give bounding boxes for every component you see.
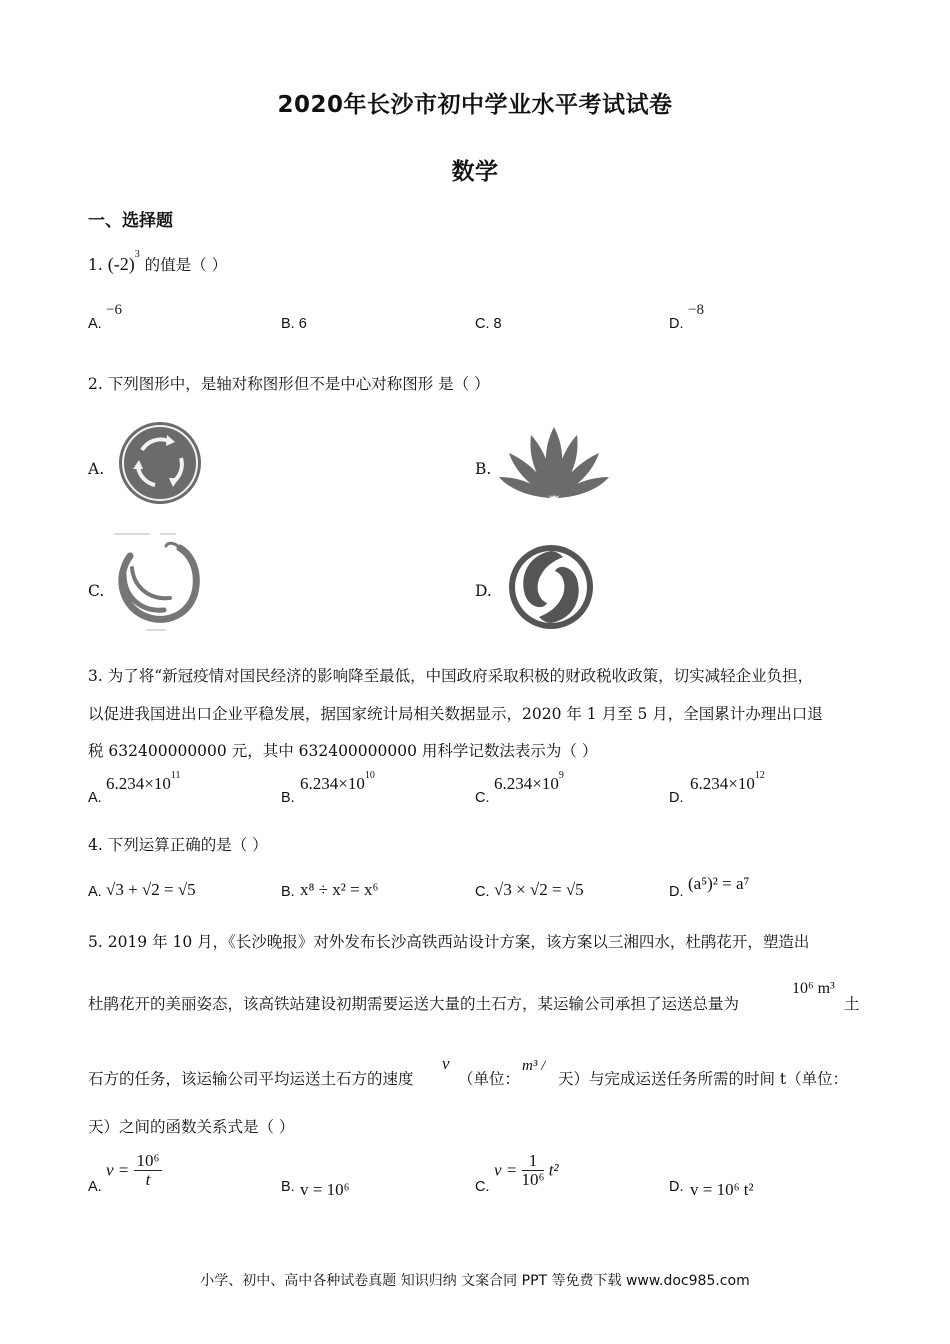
- option-value: 6: [298, 316, 307, 332]
- q5-option-d-value: v = 10⁶ t²: [690, 1180, 754, 1199]
- question-3-line-3: 税 632400000000 元，其中 632400000000 用科学记数法表示为（ ）: [88, 742, 598, 760]
- q3-option-c[interactable]: C.: [475, 790, 490, 806]
- q5-option-d[interactable]: D.: [669, 1179, 684, 1195]
- option-label: D.: [669, 316, 684, 332]
- question-number: 1.: [88, 256, 103, 274]
- q4-option-b-value: x⁸ ÷ x² = x⁶: [300, 880, 379, 899]
- exam-title: 2020年长沙市初中学业水平考试试卷: [277, 92, 673, 118]
- q5-option-a-value: v = $\frac{\text{10⁶}}{t}$: [106, 1152, 162, 1189]
- q1-option-c[interactable]: [475, 316, 502, 332]
- q4-option-c[interactable]: C.: [475, 884, 490, 900]
- q2-option-b[interactable]: B.: [475, 460, 492, 478]
- q1-option-d-value: −8: [688, 302, 704, 318]
- q3-option-a[interactable]: A.: [88, 790, 102, 806]
- question-1-text: 的值是（ ）: [144, 256, 228, 274]
- question-3-line-2: 以促进我国进出口企业平稳发展，据国家统计局相关数据显示，2020 年 1 月至 5 月，全国累计办理出口退: [88, 705, 823, 723]
- q5-option-b-value: v = 10⁶: [300, 1180, 350, 1199]
- question-5-unit-label: （单位：: [458, 1070, 521, 1088]
- q3-option-c-value: $6.234\times 10^9$: [494, 770, 564, 793]
- option-label: A.: [88, 316, 102, 332]
- question-5-line-1: 5. 2019 年 10 月，《长沙晚报》对外发布长沙高铁西站设计方案，该方案以三湘四水，杜鹃花开，塑造出: [88, 933, 810, 951]
- question-4-stem: 4. 下列运算正确的是（ ）: [88, 836, 268, 854]
- q5-option-c[interactable]: C.: [475, 1179, 490, 1195]
- question-1-exp: 3: [134, 249, 140, 260]
- option-value: 8: [493, 316, 502, 332]
- fan-petals-logo-icon: [497, 425, 611, 499]
- q1-option-a-value: −6: [106, 302, 122, 318]
- question-3-line-1: 3. 为了将“新冠疫情对国民经济的影响降至最低，中国政府采取积极的财政税收政策，切实减轻企业负担，: [88, 667, 814, 685]
- footer-text: 小学、初中、高中各种试卷真题 知识归纳 文案合同 PPT 等免费下载 www.doc985.com: [200, 1273, 750, 1289]
- q1-option-d[interactable]: [669, 316, 684, 332]
- q5-option-b[interactable]: B.: [281, 1179, 295, 1195]
- question-5-line-2-end: 土: [844, 995, 860, 1013]
- question-5-line-2: 杜鹃花开的美丽姿态，该高铁站建设初期需要运送大量的土石方，某运输公司承担了运送总量为: [88, 995, 740, 1013]
- option-label: B.: [281, 316, 295, 332]
- swirl-circle-logo-icon: [507, 543, 595, 631]
- q4-option-d[interactable]: D.: [669, 884, 684, 900]
- q3-option-b[interactable]: B.: [281, 790, 295, 806]
- question-5-velocity-var: v: [442, 1054, 450, 1073]
- q4-option-a-value: √3 + √2 = √5: [106, 880, 196, 899]
- q3-option-b-value: $6.234\times 10^{10}$: [300, 770, 375, 793]
- q3-option-d[interactable]: D.: [669, 790, 684, 806]
- q4-option-a[interactable]: A.: [88, 884, 102, 900]
- question-1-expr: (-2): [107, 254, 135, 274]
- question-5-line-3: 石方的任务，该运输公司平均运送土石方的速度: [88, 1070, 414, 1088]
- question-1-stem: [88, 250, 227, 276]
- option-label: C.: [475, 316, 490, 332]
- q3-option-a-value: $6.234\times 10^{11}$: [106, 770, 181, 793]
- q5-option-a[interactable]: A.: [88, 1179, 102, 1195]
- q1-option-a[interactable]: [88, 316, 102, 332]
- q2-option-a[interactable]: A.: [88, 460, 105, 478]
- subject-title: 数学: [451, 159, 499, 185]
- q4-option-d-value: (a⁵)² = a⁷: [688, 874, 750, 893]
- question-5-line-4: 天）之间的函数关系式是（ ）: [88, 1118, 295, 1136]
- question-5-volume-expr: 10⁶ m³: [792, 980, 835, 997]
- q3-option-d-value: $6.234\times 10^{12}$: [690, 770, 765, 793]
- circular-arrows-logo-icon: [117, 420, 203, 506]
- q2-option-c[interactable]: C.: [88, 582, 105, 600]
- question-5-unit-value: m³ /: [522, 1058, 546, 1074]
- section-heading: 一、选择题: [88, 211, 173, 231]
- q4-option-c-value: √3 × √2 = √5: [494, 880, 584, 899]
- q5-option-c-value: v = $\frac{1}{\text{10⁶}}$ t²: [494, 1151, 559, 1189]
- question-5-line-3-end: 天）与完成运送任务所需的时间 t（单位：: [558, 1070, 849, 1088]
- crescent-phoenix-logo-icon: [110, 528, 202, 634]
- q4-option-b[interactable]: B.: [281, 884, 295, 900]
- q2-option-d[interactable]: D.: [475, 582, 492, 600]
- q1-option-b[interactable]: [281, 316, 307, 332]
- question-2-stem: 2. 下列图形中，是轴对称图形但不是中心对称图形 是（ ）: [88, 375, 490, 393]
